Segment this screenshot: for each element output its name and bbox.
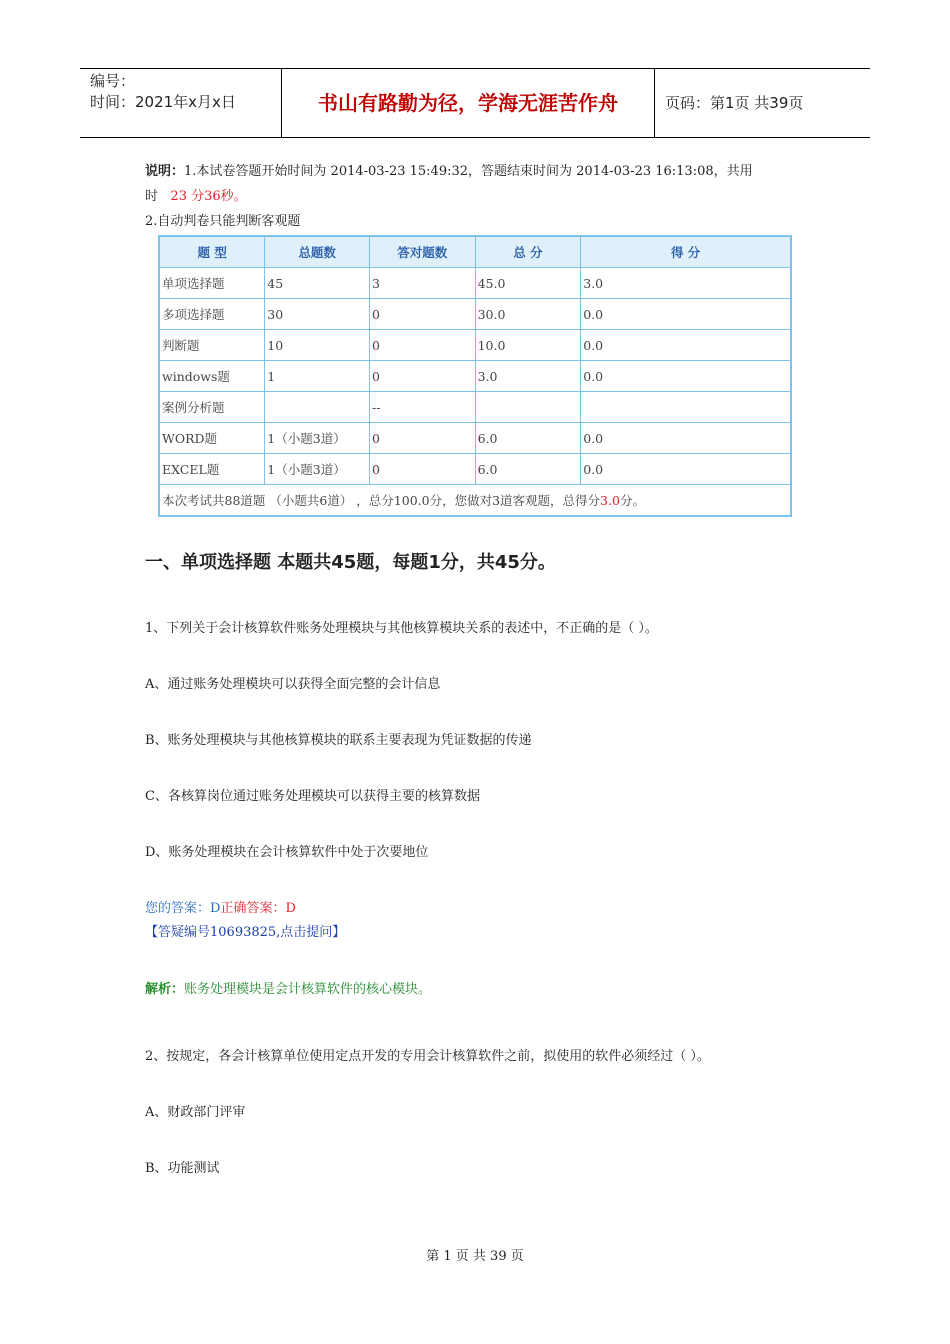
cell: WORD题 <box>159 423 265 454</box>
cell: 1 <box>265 361 370 392</box>
q1-option-b: B、账务处理模块与其他核算模块的联系主要表现为凭证数据的传递 <box>145 733 532 748</box>
header-points: 总 分 <box>475 236 581 268</box>
ask-question-link[interactable]: 【答疑编号10693825,点击提问】 <box>145 925 346 940</box>
cell: EXCEL题 <box>159 454 265 485</box>
table-row <box>159 268 791 299</box>
cell: 0 <box>369 330 475 361</box>
q2-stem: 2、按规定，各会计核算单位使用定点开发的专用会计核算软件之前，拟使用的软件必须经过（ ）。 <box>145 1049 710 1064</box>
header-meta <box>80 69 282 137</box>
summary-prefix: 本次考试共88道题 （小题共6道） ，总分100.0分，您做对3道客观题，总得分 <box>162 493 601 508</box>
cell <box>265 392 370 423</box>
section-title: 一、单项选择题 本题共45题，每题1分，共45分。 <box>145 552 556 573</box>
cell: 30 <box>265 299 370 330</box>
cell: 3.0 <box>475 361 581 392</box>
q1-option-a: A、通过账务处理模块可以获得全面完整的会计信息 <box>145 677 441 692</box>
header-page-number: 页码：第1页 共39页 <box>665 94 804 112</box>
table-row <box>159 454 791 485</box>
score-table <box>158 235 792 517</box>
header-score: 得 分 <box>581 236 791 268</box>
table-row <box>159 299 791 330</box>
cell: 6.0 <box>475 423 581 454</box>
correct-answer: 正确答案：D <box>220 901 296 916</box>
your-answer: 您的答案：D <box>145 901 221 916</box>
cell: 0 <box>369 454 475 485</box>
cell: 10.0 <box>475 330 581 361</box>
cell: 0 <box>369 423 475 454</box>
page-footer: 第 1 页 共 39 页 <box>426 1249 524 1264</box>
cell: 3 <box>369 268 475 299</box>
header-total: 总题数 <box>265 236 370 268</box>
notes-line3: 2.自动判卷只能判断客观题 <box>145 214 301 229</box>
notes-time-prefix: 时 <box>145 189 159 204</box>
cell: 1（小题3道） <box>265 454 370 485</box>
analysis-label: 解析： <box>145 982 185 997</box>
time-label: 时间：2021年x月x日 <box>90 93 236 111</box>
cell: 0.0 <box>581 330 791 361</box>
summary-cell <box>159 485 791 517</box>
notes-time-range: 1.本试卷答题开始时间为 2014-03-23 15:49:32，答题结束时间为 2014-03-23 16:13:08，共用 <box>184 164 753 179</box>
cell: -- <box>369 392 475 423</box>
q1-answer-line <box>145 898 296 920</box>
cell: 45.0 <box>475 268 581 299</box>
cell: 30.0 <box>475 299 581 330</box>
summary-score: 3.0 <box>600 493 620 508</box>
q1-option-c: C、各核算岗位通过账务处理模块可以获得主要的核算数据 <box>145 789 480 804</box>
q1-analysis <box>145 979 431 1001</box>
q2-option-b: B、功能测试 <box>145 1161 220 1176</box>
table-row <box>159 423 791 454</box>
q1-option-d: D、账务处理模块在会计核算软件中处于次要地位 <box>145 845 429 860</box>
page-header <box>80 68 870 138</box>
q1-stem: 1、下列关于会计核算软件账务处理模块与其他核算模块关系的表述中，不正确的是（ ）。 <box>145 621 658 636</box>
table-summary-row <box>159 485 791 517</box>
cell: 0.0 <box>581 361 791 392</box>
summary-suffix: 分。 <box>619 493 645 508</box>
table-header-row <box>159 236 791 268</box>
header-type: 题 型 <box>159 236 265 268</box>
cell: 0.0 <box>581 454 791 485</box>
cell <box>475 392 581 423</box>
number-label: 编号： <box>90 72 136 90</box>
cell: 10 <box>265 330 370 361</box>
cell: 0 <box>369 299 475 330</box>
cell: 0 <box>369 361 475 392</box>
notes-line2 <box>145 186 247 208</box>
cell: windows题 <box>159 361 265 392</box>
notes-line1 <box>145 161 753 183</box>
cell: 判断题 <box>159 330 265 361</box>
cell: 单项选择题 <box>159 268 265 299</box>
table-row <box>159 330 791 361</box>
table-row <box>159 392 791 423</box>
cell: 案例分析题 <box>159 392 265 423</box>
header-correct: 答对题数 <box>369 236 475 268</box>
cell <box>581 392 791 423</box>
notes-duration: 23 分36秒。 <box>170 189 247 204</box>
cell: 6.0 <box>475 454 581 485</box>
notes-label: 说明： <box>145 164 185 179</box>
header-motto: 书山有路勤为径，学海无涯苦作舟 <box>282 69 655 137</box>
cell: 0.0 <box>581 299 791 330</box>
cell: 3.0 <box>581 268 791 299</box>
table-row <box>159 361 791 392</box>
cell: 0.0 <box>581 423 791 454</box>
cell: 多项选择题 <box>159 299 265 330</box>
cell: 1（小题3道） <box>265 423 370 454</box>
cell: 45 <box>265 268 370 299</box>
analysis-text: 账务处理模块是会计核算软件的核心模块。 <box>184 982 432 997</box>
q2-option-a: A、财政部门评审 <box>145 1105 246 1120</box>
